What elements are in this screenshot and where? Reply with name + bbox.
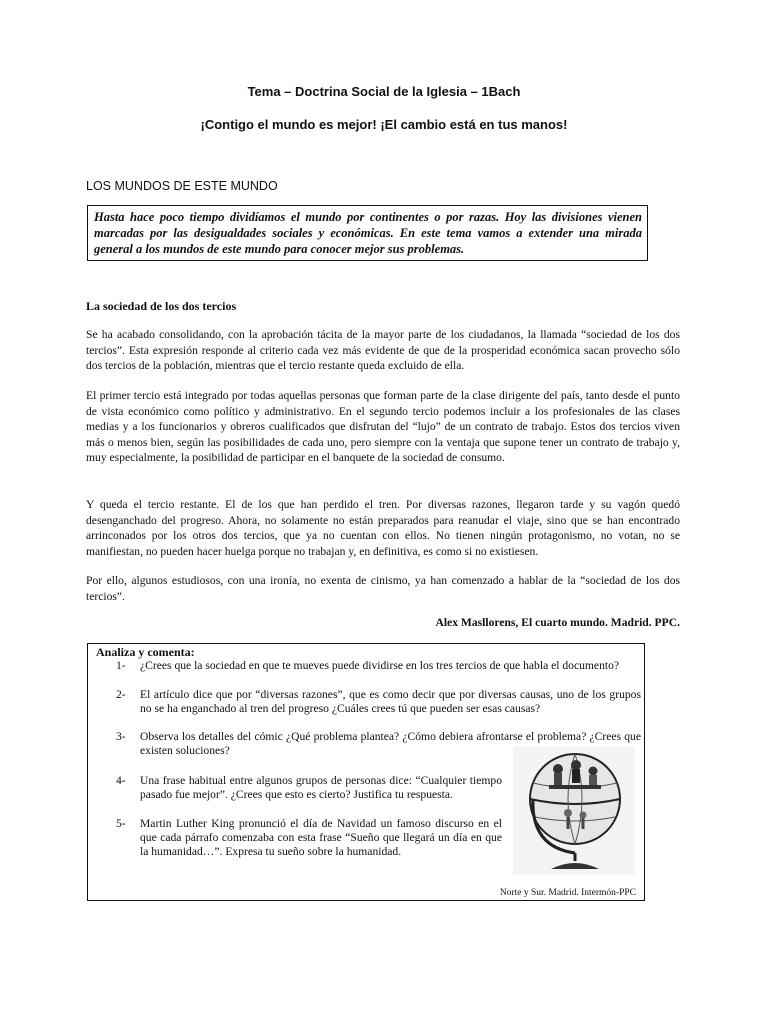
question-text: El artículo dice que por “diversas razones”, que es como decir que por diversas causas, uno de los grupos no se ha enganchado al tren del progreso ¿Cuáles crees tú que pueden ser esas causas? [140, 688, 641, 715]
article-subheading: La sociedad de los dos tercios [86, 299, 237, 313]
question-text: Observa los detalles del cómic ¿Qué problema plantea? ¿Cómo debiera afrontarse el problema? ¿Crees que existen soluciones? [140, 730, 641, 757]
article-paragraph-2: El primer tercio está integrado por todas aquellas personas que forman parte de la clase dirigente del país, tanto desde el punto de vista económico como político y administrativo. En el segundo tercio podemos incluir a los profesionales de las clases medias y a los funcionarios y obreros cualificados que disfrutan del “lujo” de un contrato de trabajo. Estos dos tercios viven más o menos bien, según las posibilidades de cada uno, pero siempre con la ventaja que supone tener un contrato de trabajo y, muy especialmente, la posibilidad de participar en el banquete de la sociedad de consumo. [86, 389, 680, 465]
article-attribution: Alex Masllorens, El cuarto mundo. Madrid. PPC. [435, 616, 680, 629]
question-number: 4- [116, 774, 126, 787]
section-title: LOS MUNDOS DE ESTE MUNDO [86, 179, 278, 193]
document-title: Tema – Doctrina Social de la Iglesia – 1Bach [247, 84, 521, 99]
question-number: 5- [116, 817, 126, 830]
question-number: 2- [116, 688, 126, 701]
question-number: 3- [116, 730, 126, 743]
intro-box: Hasta hace poco tiempo dividíamos el mundo por continentes o por razas. Hoy las divisiones vienen marcadas por las desigualdades sociales y económicas. En este tema vamos a extender una mirada general a los mundos de este mundo para conocer mejor sus problemas. [87, 205, 648, 261]
article-paragraph-3: Y queda el tercio restante. El de los que han perdido el tren. Por diversas razones, llegaron tarde y su vagón quedó desenganchado del progreso. Ahora, no solamente no están preparados para reanudar el viaje, sino que se han encontrado arrinconados por los otros dos tercios, que ya no cuentan con ellos. No tienen ningún protagonismo, no votan, no se manifiestan, no pueden hacer huelga porque no trabajan y, en definitiva, es como si no existiesen. [86, 498, 680, 558]
article-paragraph-1: Se ha acabado consolidando, con la aprobación tácita de la mayor parte de los ciudadanos, la llamada “sociedad de los dos tercios”. Esta expresión responde al criterio cada vez más evidente de que de la prosperidad económica sacan provecho sólo dos tercios de la población, mientras que el tercio restante queda excluido de ella. [86, 328, 680, 373]
image-caption: Norte y Sur. Madrid. Intermón-PPC [499, 888, 636, 898]
activity-title: Analiza y comenta: [96, 645, 195, 659]
question-text: Martin Luther King pronunció el día de Navidad un famoso discurso en el que cada párrafo comenzaba con esta frase “Sueño que llegará un día en que la humanidad…”. Expresa tu sueño sobre la humanidad. [140, 817, 502, 858]
activity-box [87, 643, 645, 901]
question-text: Una frase habitual entre algunos grupos de personas dice: “Cualquier tiempo pasado fue mejor”. ¿Crees que esto es cierto? Justifica tu respuesta. [140, 774, 502, 801]
globe-cartoon-image [513, 747, 635, 875]
question-number: 1- [116, 659, 126, 672]
article-paragraph-4: Por ello, algunos estudiosos, con una ironía, no exenta de cinismo, ya han comenzado a hablar de la “sociedad de los dos tercios”. [86, 574, 680, 603]
question-text: ¿Crees que la sociedad en que te mueves puede dividirse en los tres tercios de que habla el documento? [140, 659, 620, 672]
document-subtitle: ¡Contigo el mundo es mejor! ¡El cambio está en tus manos! [200, 117, 568, 132]
